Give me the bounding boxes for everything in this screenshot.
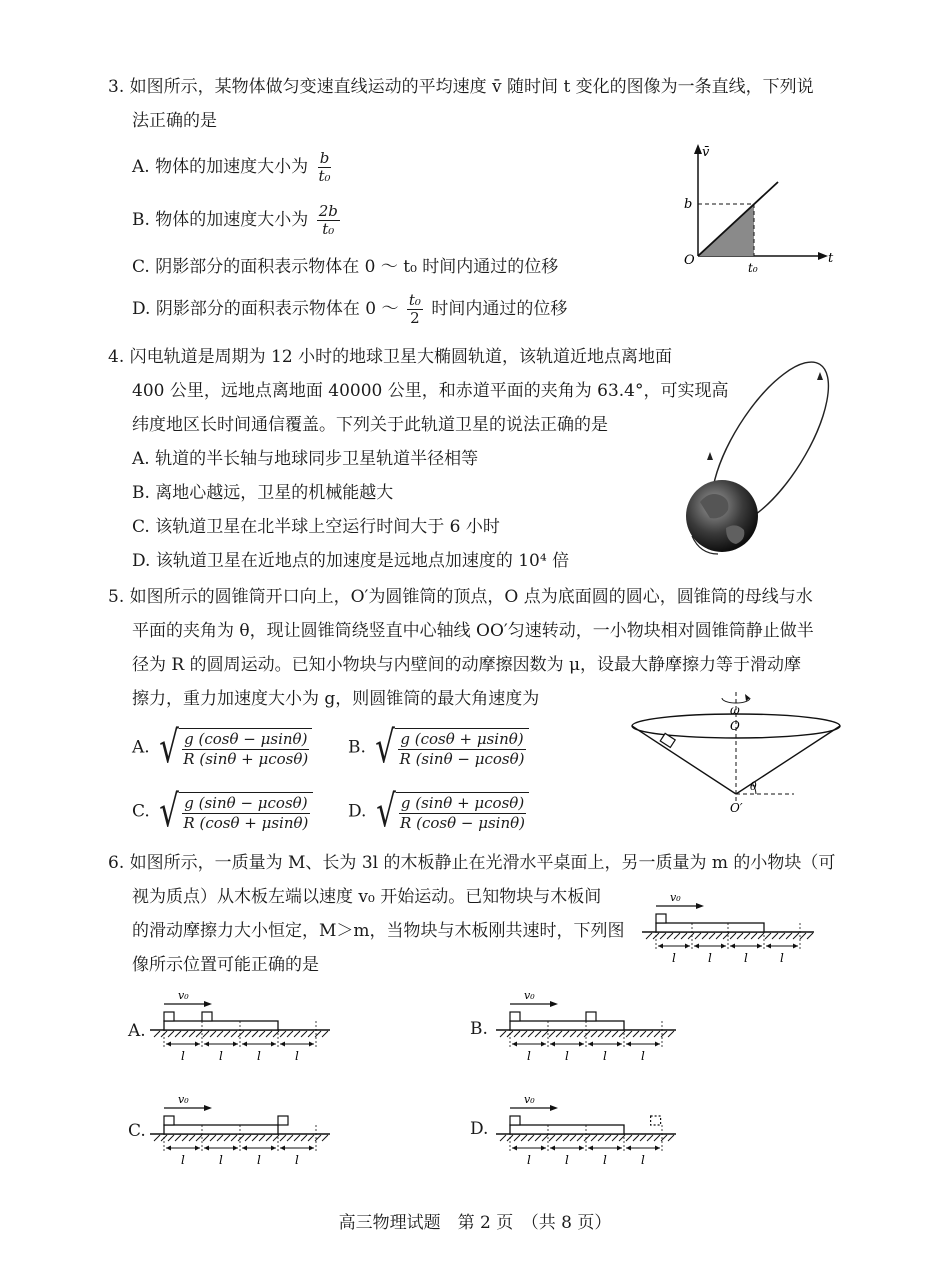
ground-hatch xyxy=(647,1135,653,1141)
q5-o-prime-label: O′ xyxy=(730,801,743,815)
segment-arrowhead xyxy=(655,1146,660,1151)
segment-length-label: l xyxy=(527,1153,531,1167)
ground-hatch xyxy=(514,1135,520,1141)
segment-length-label: l xyxy=(295,1153,299,1167)
q6-option-b-label: B. xyxy=(470,1019,488,1039)
block-initial xyxy=(510,1116,520,1125)
ground-hatch xyxy=(668,1135,674,1141)
ground-hatch xyxy=(168,1135,174,1141)
q3-b-fraction: $\frac{2b}{\text{t₀}}$ xyxy=(318,202,338,238)
ground-hatch xyxy=(549,1031,555,1037)
wooden-board xyxy=(164,1125,278,1134)
velocity-label: v₀ xyxy=(178,989,189,1002)
ground-hatch xyxy=(535,1135,541,1141)
ground-hatch xyxy=(294,1135,300,1141)
ground-hatch xyxy=(556,1135,562,1141)
q6-line1: 6. 如图所示，一质量为 M、长为 3l 的木板静止在光滑水平桌面上，另一质量为 m 的小物块（可 xyxy=(108,853,836,873)
segment-arrowhead xyxy=(242,1042,247,1047)
velocity-arrowhead xyxy=(550,1001,558,1007)
segment-length-label: l xyxy=(257,1049,261,1063)
q3-stem-line2: 法正确的是 xyxy=(132,111,217,131)
ground-hatch xyxy=(521,1031,527,1037)
q3-option-b: B. 物体的加速度大小为 $\frac{2b}{\text{t₀}}$ xyxy=(132,202,338,238)
ground-hatch xyxy=(598,1135,604,1141)
ground-hatch xyxy=(605,1031,611,1037)
segment-length-label: l xyxy=(181,1153,185,1167)
ground-hatch xyxy=(605,1135,611,1141)
q5-cone-figure xyxy=(626,690,846,820)
ground-hatch xyxy=(196,1031,202,1037)
q6-option-c-figure xyxy=(148,1084,348,1168)
segment-arrowhead xyxy=(166,1146,171,1151)
segment-arrowhead xyxy=(204,1042,209,1047)
ground-hatch xyxy=(709,933,715,939)
q5-option-d: D. √ g (sinθ + μcosθ) R (cosθ − μsinθ) xyxy=(348,790,529,834)
ground-hatch xyxy=(231,1031,237,1037)
segment-length-label: l xyxy=(744,951,748,965)
segment-length-label: l xyxy=(780,951,784,965)
ground-hatch xyxy=(577,1135,583,1141)
segment-arrowhead xyxy=(757,944,762,949)
ground-hatch xyxy=(591,1031,597,1037)
ground-hatch xyxy=(154,1031,160,1037)
ground-hatch xyxy=(322,1031,328,1037)
segment-arrowhead xyxy=(579,1042,584,1047)
q3-option-c: C. 阴影部分的面积表示物体在 0 ～ t₀ 时间内通过的位移 xyxy=(132,257,559,277)
ground-hatch xyxy=(646,933,652,939)
q4-orbit-figure xyxy=(670,352,850,562)
segment-length-label: l xyxy=(219,1153,223,1167)
ground-hatch xyxy=(626,1031,632,1037)
q3-velocity-time-graph xyxy=(670,140,840,280)
ground-hatch xyxy=(287,1031,293,1037)
q3-origin-label: O xyxy=(684,253,695,268)
ground-hatch xyxy=(189,1031,195,1037)
segment-length-label: l xyxy=(219,1049,223,1063)
segment-length-label: l xyxy=(295,1049,299,1063)
ground-hatch xyxy=(308,1031,314,1037)
q4-option-d: D. 该轨道卫星在近地点的加速度是远地点加速度的 10⁴ 倍 xyxy=(132,551,570,571)
wooden-board xyxy=(164,1021,278,1030)
segment-length-label: l xyxy=(257,1153,261,1167)
segment-arrowhead xyxy=(309,1146,314,1151)
velocity-label: v₀ xyxy=(524,989,535,1002)
ground-hatch xyxy=(772,933,778,939)
block-initial xyxy=(510,1012,520,1021)
ground-hatch xyxy=(563,1031,569,1037)
ground-hatch xyxy=(702,933,708,939)
ground-hatch xyxy=(266,1135,272,1141)
ground-hatch xyxy=(203,1031,209,1037)
ground-hatch xyxy=(751,933,757,939)
segment-arrowhead xyxy=(588,1042,593,1047)
segment-arrowhead xyxy=(541,1146,546,1151)
q5-line2: 平面的夹角为 θ，现让圆锥筒绕竖直中心轴线 OO′匀速转动，一小物块相对圆锥筒静止做半 xyxy=(132,621,814,641)
ground-hatch xyxy=(584,1031,590,1037)
segment-arrowhead xyxy=(166,1042,171,1047)
ground-hatch xyxy=(668,1031,674,1037)
ground-hatch xyxy=(203,1135,209,1141)
wooden-board xyxy=(510,1021,624,1030)
ground-hatch xyxy=(287,1135,293,1141)
velocity-arrowhead xyxy=(696,903,704,909)
ground-hatch xyxy=(744,933,750,939)
ground-hatch xyxy=(500,1135,506,1141)
ground-hatch xyxy=(168,1031,174,1037)
ground-hatch xyxy=(182,1031,188,1037)
segment-arrowhead xyxy=(512,1042,517,1047)
ground-hatch xyxy=(252,1135,258,1141)
ground-hatch xyxy=(674,933,680,939)
ground-hatch xyxy=(688,933,694,939)
segment-arrowhead xyxy=(280,1042,285,1047)
ground-hatch xyxy=(210,1031,216,1037)
ground-hatch xyxy=(259,1135,265,1141)
q6-option-d-label: D. xyxy=(470,1119,489,1139)
ground-hatch xyxy=(322,1135,328,1141)
segment-arrowhead xyxy=(626,1146,631,1151)
segment-arrowhead xyxy=(658,944,663,949)
q3-b-label: b xyxy=(684,197,693,212)
q3-d-fraction: $\frac{\text{t₀}}{2}$ xyxy=(408,291,421,327)
segment-length-label: l xyxy=(565,1153,569,1167)
segment-length-label: l xyxy=(603,1049,607,1063)
segment-arrowhead xyxy=(626,1042,631,1047)
ground-hatch xyxy=(807,933,813,939)
block-initial xyxy=(164,1012,174,1021)
q6-option-a-label: A. xyxy=(128,1021,146,1041)
block-initial xyxy=(164,1116,174,1125)
ground-hatch xyxy=(196,1135,202,1141)
segment-arrowhead xyxy=(685,944,690,949)
ground-hatch xyxy=(758,933,764,939)
segment-arrowhead xyxy=(550,1146,555,1151)
ground-hatch xyxy=(647,1031,653,1037)
ground-hatch xyxy=(695,933,701,939)
ground-hatch xyxy=(800,933,806,939)
ground-hatch xyxy=(182,1135,188,1141)
ground-hatch xyxy=(210,1135,216,1141)
ground-hatch xyxy=(542,1135,548,1141)
ground-hatch xyxy=(730,933,736,939)
ground-hatch xyxy=(224,1031,230,1037)
ground-hatch xyxy=(549,1135,555,1141)
q4-line3: 纬度地区长时间通信覆盖。下列关于此轨道卫星的说法正确的是 xyxy=(132,415,608,435)
q5-line1: 5. 如图所示的圆锥筒开口向上，O′为圆锥筒的顶点，O 点为底面圆的圆心，圆锥筒的母线与水 xyxy=(108,587,813,607)
ground-hatch xyxy=(154,1135,160,1141)
ground-hatch xyxy=(238,1135,244,1141)
q5-option-a: A. √ g (cosθ − μsinθ) R (sinθ + μcosθ) xyxy=(132,726,312,770)
segment-length-label: l xyxy=(181,1049,185,1063)
segment-arrowhead xyxy=(195,1146,200,1151)
ground-hatch xyxy=(175,1031,181,1037)
segment-length-label: l xyxy=(641,1049,645,1063)
segment-arrowhead xyxy=(617,1146,622,1151)
q6-option-d-figure xyxy=(494,1084,694,1168)
segment-arrowhead xyxy=(721,944,726,949)
segment-arrowhead xyxy=(793,944,798,949)
ground-hatch xyxy=(667,933,673,939)
segment-arrowhead xyxy=(233,1042,238,1047)
segment-arrowhead xyxy=(579,1146,584,1151)
q5-theta-label: θ xyxy=(750,780,757,793)
velocity-arrowhead xyxy=(550,1105,558,1111)
ground-hatch xyxy=(570,1031,576,1037)
q5-line3: 径为 R 的圆周运动。已知小物块与内壁间的动摩擦因数为 μ，设最大静摩擦力等于滑动摩 xyxy=(132,655,802,675)
ground-hatch xyxy=(224,1135,230,1141)
block-final xyxy=(278,1116,288,1125)
ground-hatch xyxy=(301,1031,307,1037)
ground-hatch xyxy=(301,1135,307,1141)
ground-hatch xyxy=(612,1031,618,1037)
ground-hatch xyxy=(189,1135,195,1141)
velocity-label: v₀ xyxy=(178,1093,189,1106)
ground-hatch xyxy=(654,1031,660,1037)
ground-hatch xyxy=(217,1135,223,1141)
ground-hatch xyxy=(570,1135,576,1141)
ground-hatch xyxy=(175,1135,181,1141)
ground-hatch xyxy=(280,1135,286,1141)
velocity-label: v₀ xyxy=(524,1093,535,1106)
ground-hatch xyxy=(308,1135,314,1141)
q3-option-a: A. 物体的加速度大小为 $\frac{b}{\text{t₀}}$ xyxy=(132,149,331,185)
velocity-arrowhead xyxy=(204,1001,212,1007)
q6-line3: 的滑动摩擦力大小恒定，M＞m，当物块与木板刚共速时，下列图 xyxy=(132,921,625,941)
ground-hatch xyxy=(245,1031,251,1037)
segment-length-label: l xyxy=(527,1049,531,1063)
wooden-board xyxy=(656,923,764,932)
block-initial xyxy=(656,914,666,923)
ground-hatch xyxy=(238,1031,244,1037)
q3-option-d: D. 阴影部分的面积表示物体在 0 ～ $\frac{\text{t₀}}{2}$ 时间内通过的位移 xyxy=(132,291,568,327)
q5-option-b: B. √ g (cosθ + μsinθ) R (sinθ − μcosθ) xyxy=(348,726,529,770)
ground-hatch xyxy=(217,1031,223,1037)
segment-arrowhead xyxy=(588,1146,593,1151)
ground-hatch xyxy=(584,1135,590,1141)
segment-arrowhead xyxy=(541,1042,546,1047)
q6-main-figure xyxy=(640,880,840,970)
ground-hatch xyxy=(542,1031,548,1037)
q6-option-a-figure xyxy=(148,984,348,1064)
ground-hatch xyxy=(633,1031,639,1037)
q3-t0-label: t₀ xyxy=(748,261,758,275)
ground-hatch xyxy=(556,1031,562,1037)
q3-stem-line1: 3. 如图所示，某物体做匀变速直线运动的平均速度 v̄ 随时间 t 变化的图像为一条直线，下列说 xyxy=(108,77,814,97)
segment-arrowhead xyxy=(233,1146,238,1151)
ground-hatch xyxy=(737,933,743,939)
ground-hatch xyxy=(660,933,666,939)
ground-hatch xyxy=(765,933,771,939)
wooden-board xyxy=(510,1125,624,1134)
segment-length-label: l xyxy=(672,951,676,965)
ground-hatch xyxy=(500,1031,506,1037)
segment-arrowhead xyxy=(550,1042,555,1047)
q6-line4: 像所示位置可能正确的是 xyxy=(132,955,319,975)
segment-length-label: l xyxy=(708,951,712,965)
q5-line4: 擦力，重力加速度大小为 g，则圆锥筒的最大角速度为 xyxy=(132,689,540,709)
ground-hatch xyxy=(779,933,785,939)
segment-length-label: l xyxy=(565,1049,569,1063)
velocity-arrowhead xyxy=(204,1105,212,1111)
ground-hatch xyxy=(598,1031,604,1037)
segment-arrowhead xyxy=(280,1146,285,1151)
ground-hatch xyxy=(786,933,792,939)
segment-arrowhead xyxy=(617,1042,622,1047)
ground-hatch xyxy=(563,1135,569,1141)
ground-hatch xyxy=(245,1135,251,1141)
q3-y-axis-label: v̄ xyxy=(702,145,710,160)
segment-arrowhead xyxy=(204,1146,209,1151)
segment-arrowhead xyxy=(271,1146,276,1151)
ground-hatch xyxy=(626,1135,632,1141)
ground-hatch xyxy=(535,1031,541,1037)
q6-option-c-label: C. xyxy=(128,1121,146,1141)
ground-hatch xyxy=(514,1031,520,1037)
ground-hatch xyxy=(280,1031,286,1037)
q6-line2: 视为质点）从木板左端以速度 v₀ 开始运动。已知物块与木板间 xyxy=(132,887,602,907)
q3-a-fraction: $\frac{b}{\text{t₀}}$ xyxy=(318,149,331,185)
ground-hatch xyxy=(231,1135,237,1141)
ground-hatch xyxy=(294,1031,300,1037)
ground-hatch xyxy=(252,1031,258,1037)
block-final xyxy=(651,1116,661,1125)
segment-arrowhead xyxy=(309,1042,314,1047)
q3-x-axis-label: t xyxy=(828,251,834,266)
q4-line1: 4. 闪电轨道是周期为 12 小时的地球卫星大椭圆轨道，该轨道近地点离地面 xyxy=(108,347,673,367)
q6-option-b-figure xyxy=(494,984,694,1064)
ground-hatch xyxy=(793,933,799,939)
ground-hatch xyxy=(612,1135,618,1141)
q5-option-c: C. √ g (sinθ − μcosθ) R (cosθ + μsinθ) xyxy=(132,790,313,834)
ground-hatch xyxy=(640,1031,646,1037)
segment-arrowhead xyxy=(730,944,735,949)
segment-arrowhead xyxy=(766,944,771,949)
ground-hatch xyxy=(591,1135,597,1141)
q4-option-b: B. 离地心越远，卫星的机械能越大 xyxy=(132,483,394,503)
ground-hatch xyxy=(528,1031,534,1037)
segment-arrowhead xyxy=(512,1146,517,1151)
ground-hatch xyxy=(528,1135,534,1141)
segment-arrowhead xyxy=(694,944,699,949)
q5-o-label: O xyxy=(730,719,740,733)
ground-hatch xyxy=(681,933,687,939)
q5-omega-label: ω xyxy=(730,703,740,717)
ground-hatch xyxy=(266,1031,272,1037)
block-final xyxy=(202,1012,212,1021)
page-footer: 高三物理试题 第 2 页 （共 8 页） xyxy=(338,1213,612,1233)
q4-line2: 400 公里，远地点离地面 40000 公里，和赤道平面的夹角为 63.4°，可实现高 xyxy=(132,381,729,401)
ground-hatch xyxy=(633,1135,639,1141)
ground-hatch xyxy=(716,933,722,939)
ground-hatch xyxy=(577,1031,583,1037)
segment-length-label: l xyxy=(603,1153,607,1167)
ground-hatch xyxy=(259,1031,265,1037)
ground-hatch xyxy=(654,1135,660,1141)
segment-length-label: l xyxy=(641,1153,645,1167)
q4-option-a: A. 轨道的半长轴与地球同步卫星轨道半径相等 xyxy=(132,449,479,469)
segment-arrowhead xyxy=(195,1042,200,1047)
ground-hatch xyxy=(521,1135,527,1141)
segment-arrowhead xyxy=(655,1042,660,1047)
q4-option-c: C. 该轨道卫星在北半球上空运行时间大于 6 小时 xyxy=(132,517,500,537)
velocity-label: v₀ xyxy=(670,891,681,904)
block-final xyxy=(586,1012,596,1021)
segment-arrowhead xyxy=(271,1042,276,1047)
ground-hatch xyxy=(640,1135,646,1141)
segment-arrowhead xyxy=(242,1146,247,1151)
